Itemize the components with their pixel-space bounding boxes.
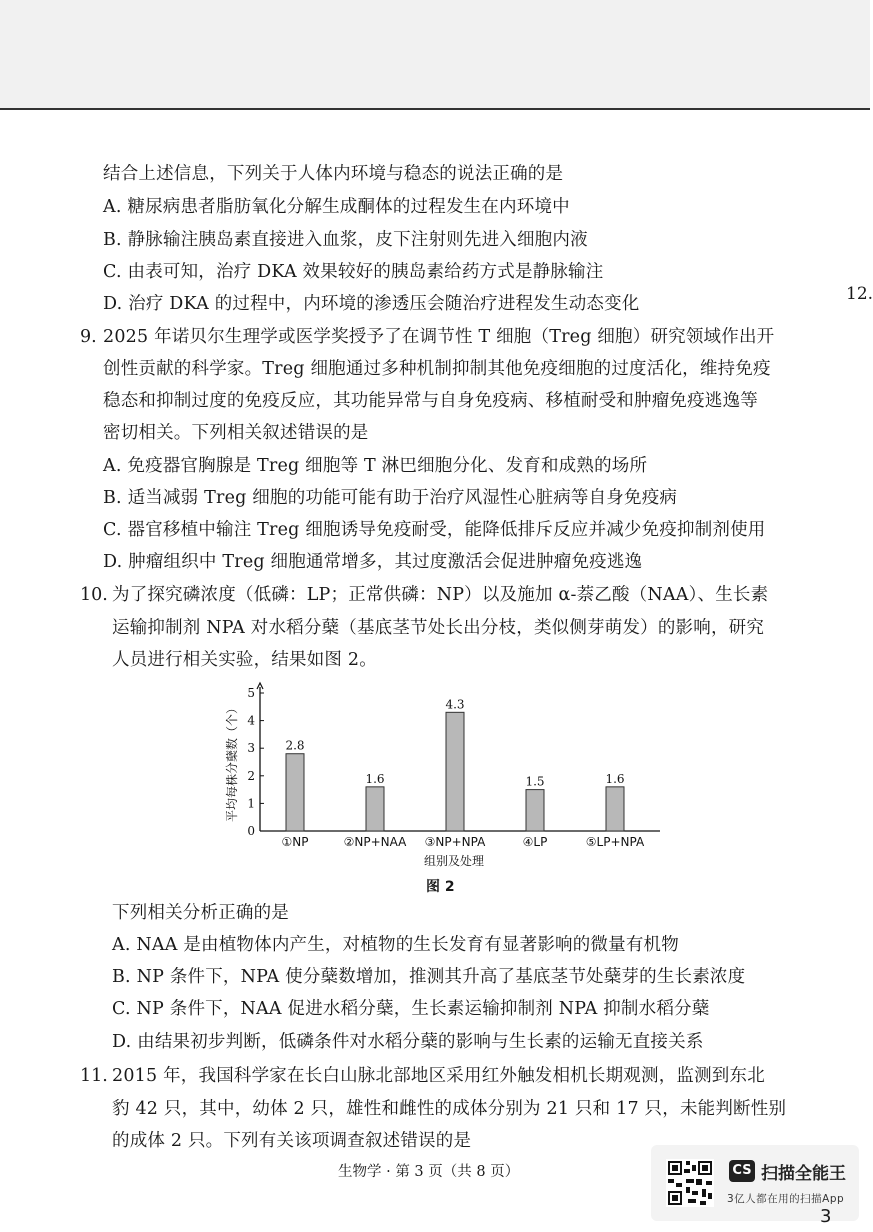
q9-number: 9. — [80, 327, 97, 347]
q9-line-1: 2025 年诺贝尔生理学或医学奖授予了在调节性 T 细胞（Treg 细胞）研究领域作出开 — [103, 327, 775, 347]
q10-option-d: D. 由结果初步判断，低磷条件对水稻分蘖的影响与生长素的运输无直接关系 — [112, 1032, 704, 1052]
q11-line-3: 的成体 2 只。下列有关该项调查叙述错误的是 — [112, 1131, 472, 1151]
page-footer: 生物学 · 第 3 页（共 8 页） — [338, 1164, 520, 1180]
q9-option-b: B. 适当减弱 Treg 细胞的功能可能有助于治疗风湿性心脏病等自身免疫病 — [103, 488, 678, 508]
cs-logo-icon: CS — [729, 1160, 755, 1182]
bar — [526, 790, 544, 831]
bar — [366, 787, 384, 831]
q10-number: 10. — [80, 585, 108, 605]
bar-value-label: 4.3 — [445, 697, 465, 712]
y-tick-label: 1 — [247, 796, 255, 811]
q9-option-d: D. 肿瘤组织中 Treg 细胞通常增多，其过度激活会促进肿瘤免疫逃逸 — [103, 552, 643, 572]
bar — [446, 712, 464, 831]
scan-top-band — [0, 0, 870, 108]
x-axis-label: 组别及处理 — [423, 854, 485, 868]
x-category-label: ④LP — [522, 835, 548, 849]
q9-line-2: 创性贡献的科学家。Treg 细胞通过多种机制抑制其他免疫细胞的过度活化，维持免疫 — [103, 359, 771, 379]
q8-stem: 结合上述信息，下列关于人体内环境与稳态的说法正确的是 — [103, 164, 564, 184]
q8-option-c: C. 由表可知，治疗 DKA 效果较好的胰岛素给药方式是静脉输注 — [103, 262, 604, 282]
q10-option-c: C. NP 条件下，NAA 促进水稻分蘖，生长素运输抑制剂 NPA 抑制水稻分蘖 — [112, 999, 710, 1019]
bar-value-label: 1.6 — [605, 771, 625, 786]
y-tick-label: 5 — [247, 686, 255, 700]
figure-caption: 图 2 — [426, 879, 455, 895]
q9-line-3: 稳态和抑制过度的免疫反应，其功能异常与自身免疫病、移植耐受和肿瘤免疫逃逸等 — [103, 391, 758, 411]
bar-chart-svg — [222, 683, 662, 873]
q9-option-a: A. 免疫器官胸腺是 Treg 细胞等 T 淋巴细胞分化、发育和成熟的场所 — [103, 456, 648, 476]
q10-line-1: 为了探究磷浓度（低磷：LP；正常供磷：NP）以及施加 α-萘乙酸（NAA）、生长素 — [112, 585, 769, 605]
y-axis-label: 平均每株分蘖数（个） — [225, 701, 239, 823]
q10-option-a: A. NAA 是由植物体内产生，对植物的生长发育有显著影响的微量有机物 — [112, 935, 679, 955]
x-category-label: ⑤LP+NPA — [585, 835, 645, 849]
y-tick-label: 3 — [247, 741, 255, 756]
scanner-tagline: 3亿人都在用的扫描App — [727, 1193, 845, 1205]
q10-line-3: 人员进行相关实验，结果如图 2。 — [112, 650, 377, 670]
figure-2-chart — [222, 683, 662, 873]
margin-question-number: 12. — [846, 284, 873, 304]
qr-code-icon — [666, 1159, 714, 1207]
q10-line-2: 运输抑制剂 NPA 对水稻分蘖（基底茎节处长出分枝，类似侧芽萌发）的影响，研究 — [112, 618, 765, 638]
header-rule — [0, 108, 870, 110]
q8-option-b: B. 静脉输注胰岛素直接进入血浆，皮下注射则先进入细胞内液 — [103, 230, 588, 250]
q9-option-c: C. 器官移植中输注 Treg 细胞诱导免疫耐受，能降低排斥反应并减少免疫抑制剂使用 — [103, 520, 766, 540]
bar-value-label: 2.8 — [285, 738, 305, 753]
bar-value-label: 1.6 — [365, 771, 385, 786]
bar-value-label: 1.5 — [525, 774, 545, 789]
x-category-label: ①NP — [281, 835, 309, 849]
q10-option-b: B. NP 条件下，NPA 使分蘖数增加，推测其升高了基底茎节处蘖芽的生长素浓度 — [112, 967, 746, 987]
q11-number: 11. — [80, 1066, 108, 1086]
q10-question: 下列相关分析正确的是 — [112, 903, 289, 923]
y-tick-label: 0 — [247, 824, 255, 838]
q11-line-2: 豹 42 只，其中，幼体 2 只，雄性和雌性的成体分别为 21 只和 17 只，未能判断性别 — [112, 1099, 787, 1119]
y-tick-label: 4 — [247, 713, 255, 728]
bar — [606, 787, 624, 831]
q8-option-d: D. 治疗 DKA 的过程中，内环境的渗透压会随治疗进程发生动态变化 — [103, 294, 640, 314]
y-tick-label: 2 — [247, 768, 255, 783]
q8-option-a: A. 糖尿病患者脂肪氧化分解生成酮体的过程发生在内环境中 — [103, 197, 570, 217]
corner-page-number: 3 — [820, 1206, 832, 1227]
x-category-label: ②NP+NAA — [343, 835, 407, 849]
scanner-app-name: 扫描全能王 — [761, 1164, 846, 1184]
q9-line-4: 密切相关。下列相关叙述错误的是 — [103, 423, 369, 443]
x-category-label: ③NP+NPA — [424, 835, 486, 849]
bar — [286, 754, 304, 831]
q11-line-1: 2015 年，我国科学家在长白山脉北部地区采用红外触发相机长期观测，监测到东北 — [112, 1066, 765, 1086]
